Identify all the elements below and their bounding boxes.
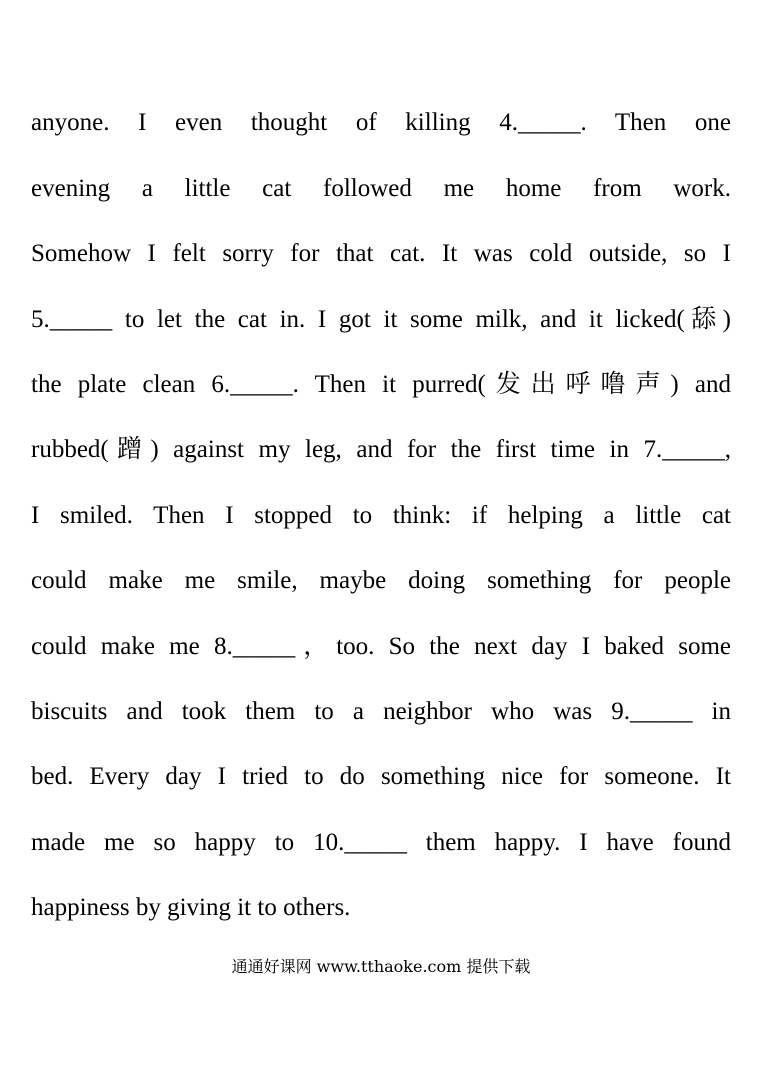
- passage-line-7: I smiled. Then I stopped to think: if helping a little cat: [31, 502, 731, 529]
- passage-line-4: 5._____ to let the cat in. I got it some milk, and it licked(舔): [31, 306, 731, 333]
- passage-line-1: anyone. I even thought of killing 4._____. Then one: [31, 109, 731, 136]
- passage-line-6: rubbed(蹭) against my leg, and for the first time in 7._____,: [31, 436, 731, 463]
- passage-line-11: bed. Every day I tried to do something nice for someone. It: [31, 763, 731, 790]
- footer-source-text: 通通好课网 www.tthaoke.com 提供下载: [231, 957, 531, 976]
- passage-line-13: happiness by giving it to others.: [31, 894, 351, 921]
- passage-line-3: Somehow I felt sorry for that cat. It was cold outside, so I: [31, 240, 731, 267]
- passage-line-2: evening a little cat followed me home from work.: [31, 175, 731, 202]
- passage-line-9: could make me 8._____，too. So the next day I baked some: [31, 633, 731, 660]
- passage-line-12: made me so happy to 10._____ them happy. I have found: [31, 829, 731, 856]
- passage-line-8: could make me smile, maybe doing something for people: [31, 567, 731, 594]
- passage-line-5: the plate clean 6._____. Then it purred(发出呼噜声) and: [31, 371, 731, 398]
- passage-line-10: biscuits and took them to a neighbor who was 9._____ in: [31, 698, 731, 725]
